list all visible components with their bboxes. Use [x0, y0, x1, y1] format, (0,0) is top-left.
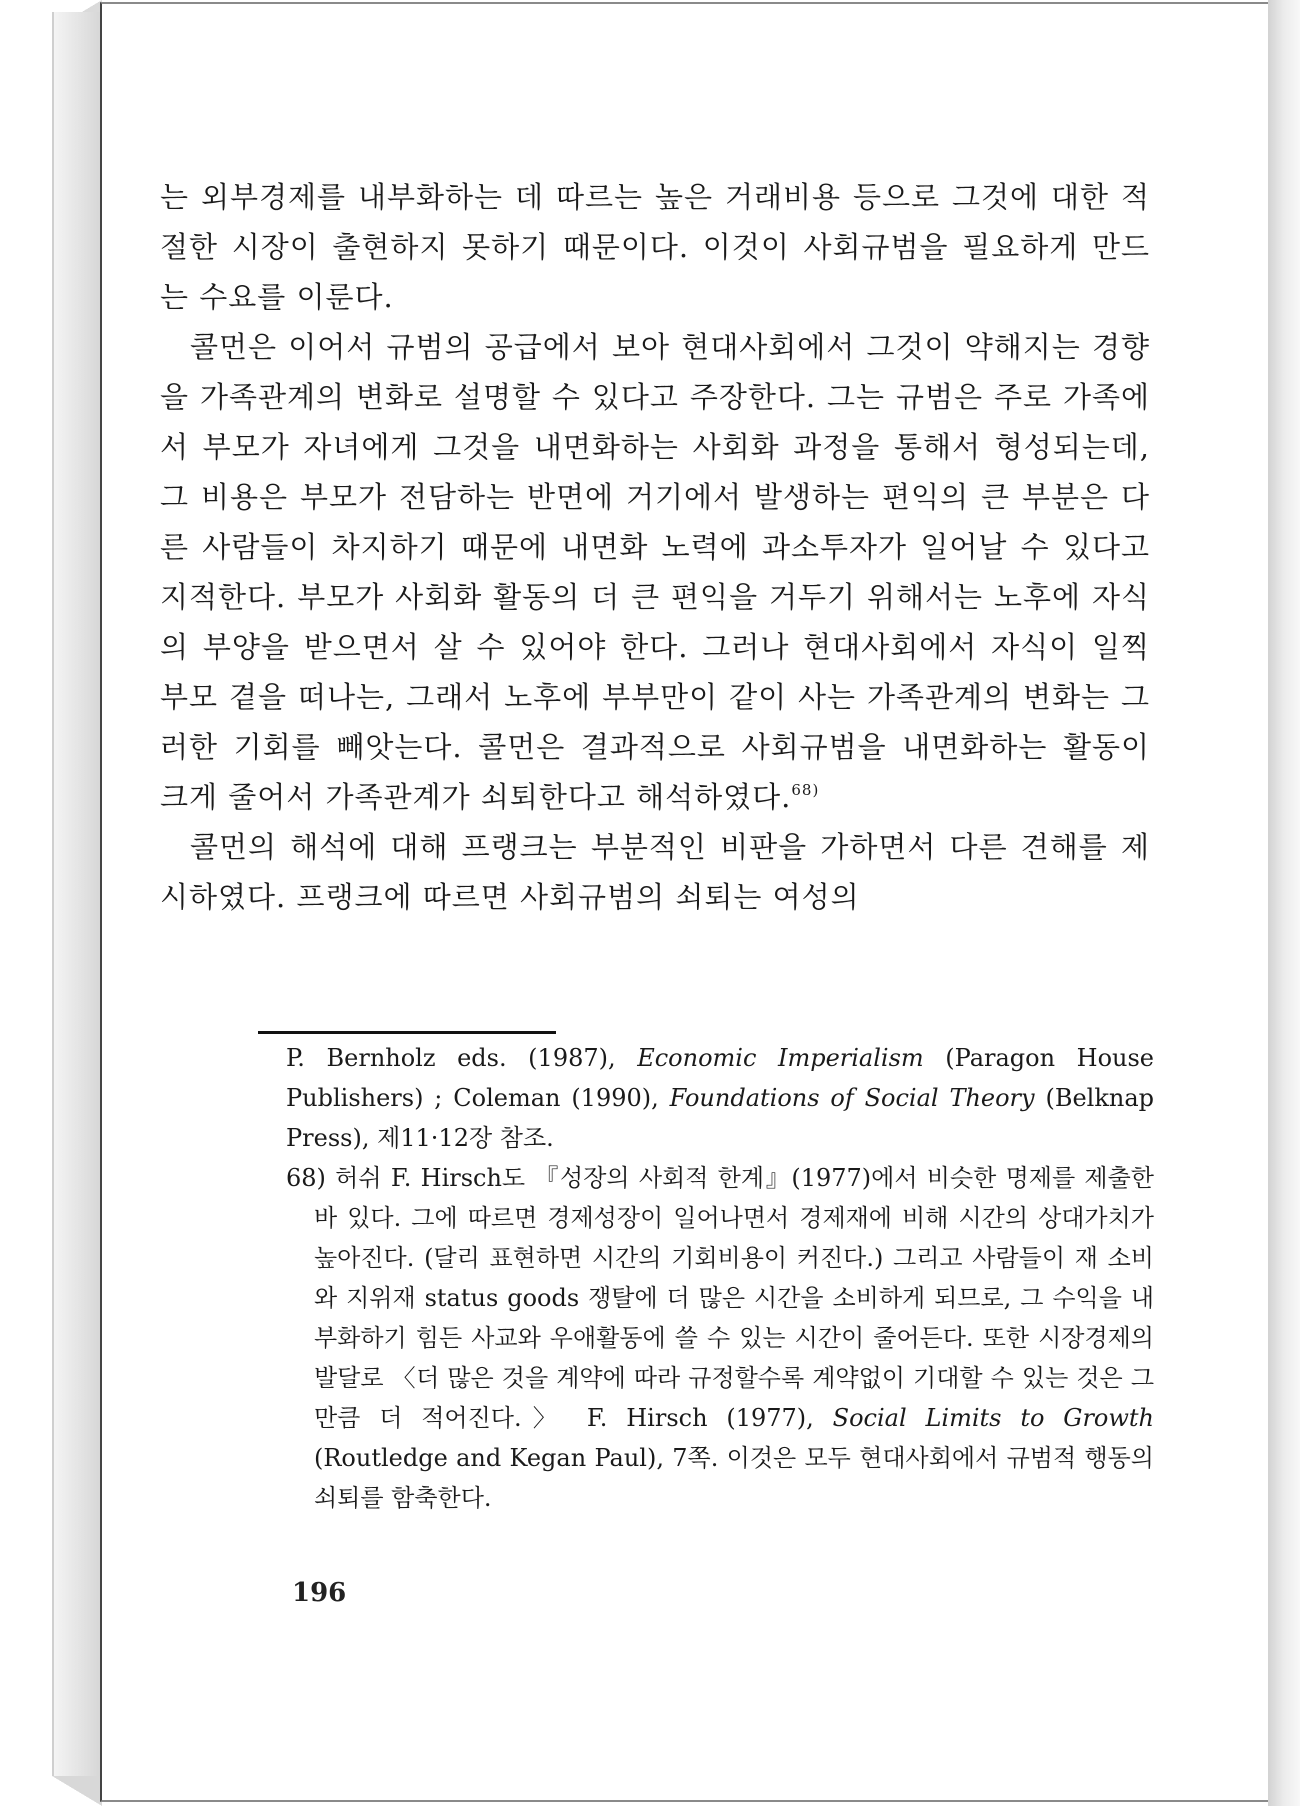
footnote-68: [286, 1158, 1154, 1518]
book-title-foundations: Foundations of Social Theory: [669, 1084, 1035, 1112]
book-spine-bottom: [52, 1776, 102, 1806]
footnote-68-text-a: 허쉬 F. Hirsch도 『성장의 사회적 한계』(1977)에서 비슷한 명제를 제출한 바 있다. 그에 따르면 경제성장이 일어나면서 경제재에 비해 시간의 상대가치가 높아진다. (달리 표현하면 시간의 기회비용이 커진다.) 그리고 사람들이 재 소비와 지위재 status goods 쟁탈에 더 많은 시간을 소비하게 되므로, 그 수익을 내부화하기 힘든 사교와 우애활동에 쓸 수 있는 시간이 줄어든다. 또한 시장경제의 발달로 〈더 많은 것을 계약에 따라 규정할수록 계약없이 기대할 수 있는 것은 그만큼 더 적어진다.〉 F. Hirsch (1977),: [314, 1164, 1154, 1432]
paragraph-1: 는 외부경제를 내부화하는 데 따르는 높은 거래비용 등으로 그것에 대한 적절한 시장이 출현하지 못하기 때문이다. 이것이 사회규범을 필요하게 만드는 수요를 이룬다.: [160, 180, 1150, 314]
footnote-continuation-a: P. Bernholz eds. (1987),: [286, 1044, 638, 1072]
paragraph-3: 콜먼의 해석에 대해 프랭크는 부분적인 비판을 가하면서 다른 견해를 제시하였다. 프랭크에 따르면 사회규범의 쇠퇴는 여성의: [160, 830, 1150, 914]
paragraph-2: [160, 322, 1150, 822]
book-spine: [52, 12, 104, 1798]
footnote-continuation: [286, 1038, 1154, 1158]
footnotes: [286, 1038, 1154, 1518]
book-title-social-limits: Social Limits to Growth: [832, 1404, 1155, 1432]
footnote-68-text-b: (Routledge and Kegan Paul), 7쪽. 이것은 모두 현대사회에서 규범적 행동의 쇠퇴를 함축한다.: [314, 1444, 1154, 1512]
footnote-68-label: 68): [286, 1164, 326, 1192]
footnote-continuation-c: (Belknap Press), 제11·12장 참조.: [286, 1084, 1155, 1152]
body-text: [160, 172, 1150, 922]
paragraph-2-text: 콜먼은 이어서 규범의 공급에서 보아 현대사회에서 그것이 약해지는 경향을 가족관계의 변화로 설명할 수 있다고 주장한다. 그는 규범은 주로 가족에서 부모가 자녀에게 그것을 내면화하는 사회화 과정을 통해서 형성되는데, 그 비용은 부모가 전담하는 반면에 거기에서 발생하는 편익의 큰 부분은 다른 사람들이 차지하기 때문에 내면화 노력에 과소투자가 일어날 수 있다고 지적한다. 부모가 사회화 활동의 더 큰 편익을 거두기 위해서는 노후에 자식의 부양을 받으면서 살 수 있어야 한다. 그러나 현대사회에서 자식이 일찍 부모 곁을 떠나는, 그래서 노후에 부부만이 같이 사는 가족관계의 변화는 그러한 기회를 빼앗는다. 콜먼은 결과적으로 사회규범을 내면화하는 활동이 크게 줄어서 가족관계가 쇠퇴한다고 해석하였다.: [160, 330, 1150, 814]
page-edge-shadow: [1268, 0, 1300, 1806]
book-title-economic-imperialism: Economic Imperialism: [637, 1044, 924, 1072]
footnote-divider: [258, 1031, 556, 1034]
footnote-reference-68: 68): [791, 781, 820, 799]
footnote-continuation-b: (Paragon House Publishers) ; Coleman (1990),: [286, 1044, 1154, 1112]
page-number: 196: [292, 1578, 347, 1608]
